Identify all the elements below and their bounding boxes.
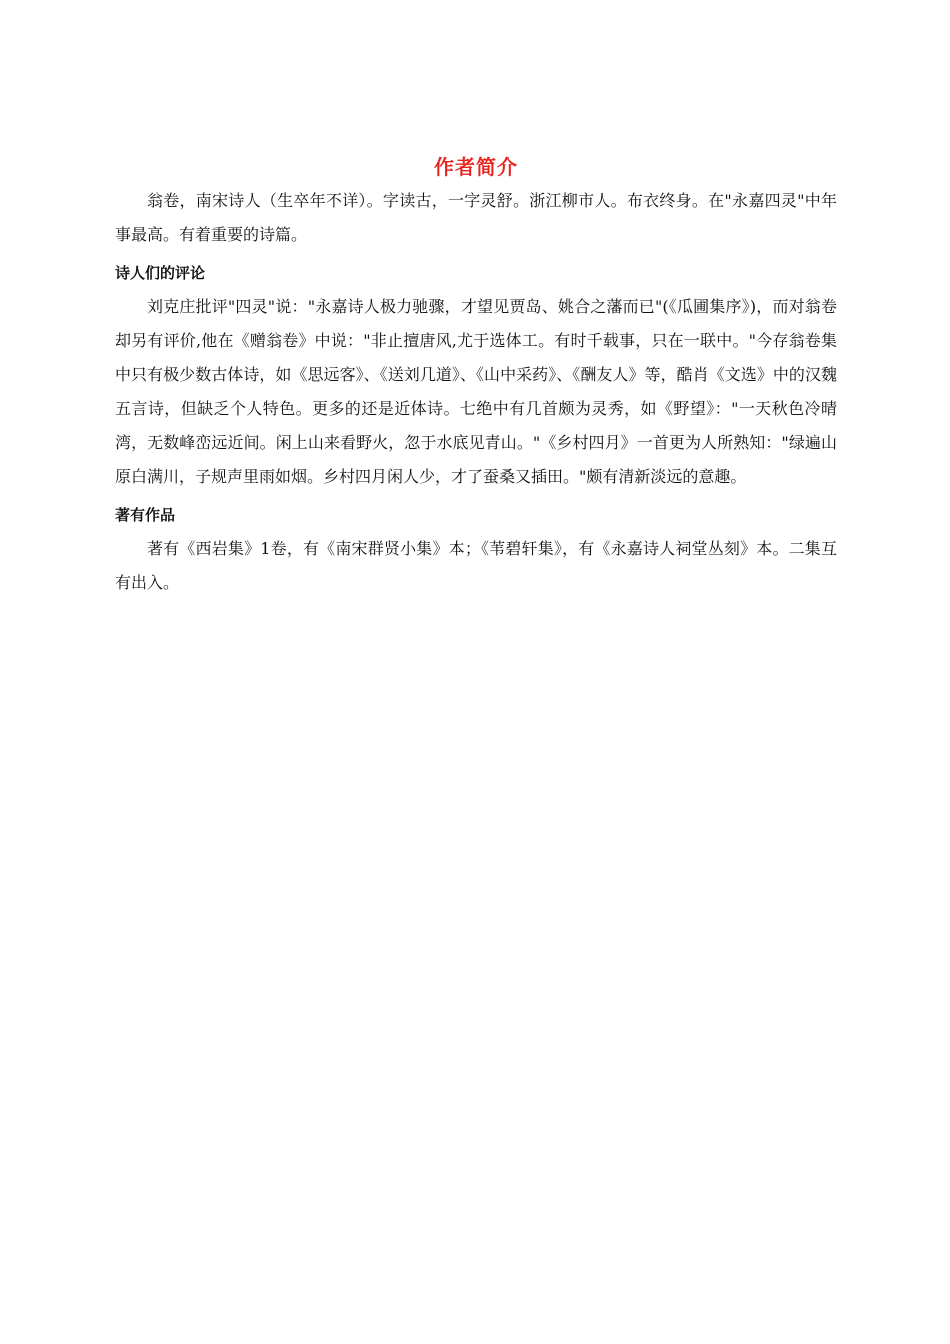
works-paragraph: 著有《西岩集》1卷，有《南宋群贤小集》本；《苇碧轩集》，有《永嘉诗人祠堂丛刻》本。二集互有出入。 <box>115 539 837 592</box>
section-heading-reviews: 诗人们的评论 <box>115 264 206 282</box>
page-title: 作者简介 <box>434 155 518 179</box>
reviews-paragraph: 刘克庄批评"四灵"说："永嘉诗人极力驰骤，才望见贾岛、姚合之藩而已"(《瓜圃集序》)，而对翁卷却另有评价,他在《赠翁卷》中说："非止擅唐风,尤于选体工。有时千载事，只在一联中。"今存翁卷集中只有极少数古体诗，如《思远客》、《送刘几道》、《山中采药》、《酬友人》等，酷肖《文选》中的汉魏五言诗，但缺乏个人特色。更多的还是近体诗。七绝中有几首颇为灵秀，如《野望》："一天秋色冷晴湾，无数峰峦远近间。闲上山来看野火，忽于水底见青山。"《乡村四月》一首更为人所熟知："绿遍山原白满川，子规声里雨如烟。乡村四月闲人少，才了蚕桑又插田。"颇有清新淡远的意趣。 <box>115 297 837 486</box>
intro-paragraph: 翁卷，南宋诗人（生卒年不详）。字读古，一字灵舒。浙江柳市人。布衣终身。在"永嘉四灵"中年事最高。有着重要的诗篇。 <box>115 191 837 244</box>
document-page <box>115 150 837 600</box>
section-heading-works: 著有作品 <box>115 506 176 524</box>
